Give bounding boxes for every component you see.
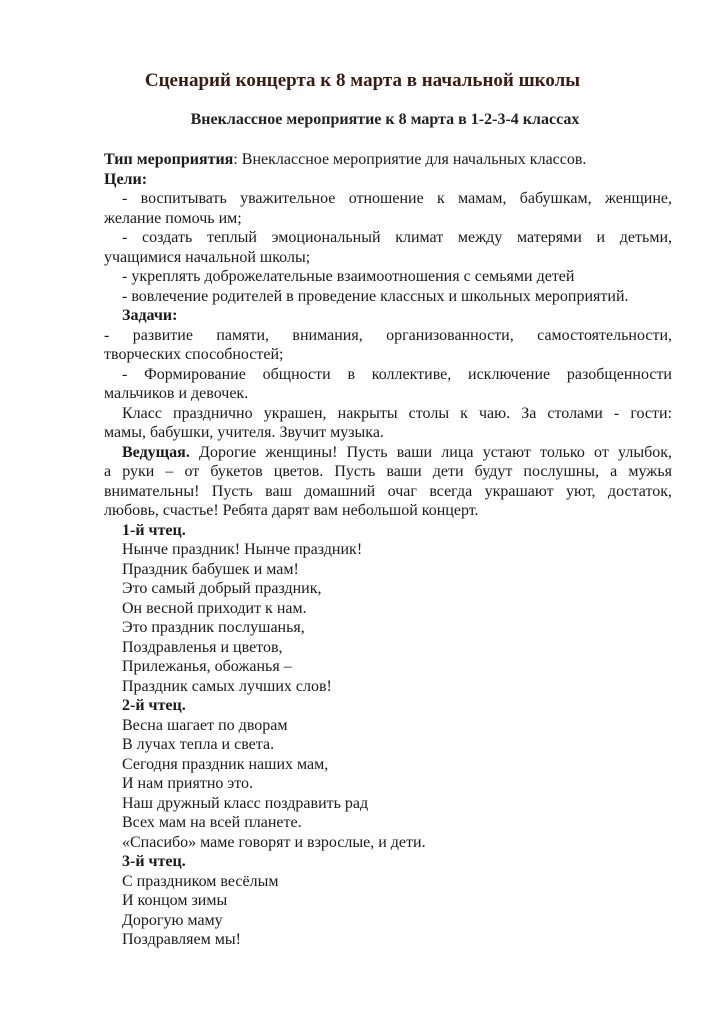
host-label: Ведущая. (122, 443, 190, 461)
poem-line: Весна шагает по дворам (122, 716, 288, 734)
poem-line: Всех мам на всей планете. (122, 814, 302, 831)
host-line-3: внимательны! Пусть ваш домашний очаг всегда украшают уют, достаток, (104, 482, 672, 500)
page-subtitle: Внеклассное мероприятие к 8 марта в 1-2-3-4 классах (190, 111, 580, 128)
goals-heading: Цели: (104, 170, 148, 188)
document-body (104, 150, 672, 950)
poem-line: Это самый добрый праздник, (122, 580, 322, 597)
scene-line-1: Класс празднично украшен, накрыты столы к чаю. За столами - гости: (122, 404, 672, 422)
host-line-2: а руки – от букетов цветов. Пусть ваши дети будут послушны, а мужья (104, 463, 672, 480)
poem-line: С праздником весёлым (122, 872, 279, 890)
goal-item-3: - укреплять доброжелательные взаимоотношения с семьями детей (122, 268, 575, 285)
poem-line: Наш дружный класс поздравить рад (122, 794, 369, 812)
poem-line: «Спасибо» маме говорят и взрослые, и дети. (122, 833, 426, 851)
event-type (104, 150, 672, 170)
task-item-1-line-2: творческих способностей; (104, 346, 284, 363)
host-line-4: любовь, счастье! Ребята дарят вам небольшой концерт. (104, 502, 479, 519)
event-type-text: : Внеклассное мероприятие для начальных классов. (233, 151, 587, 168)
poem-line: Поздравляем мы! (122, 931, 241, 948)
poem-line: И концом зимы (122, 892, 228, 909)
poem-line: И нам приятно это. (122, 775, 254, 792)
poem-line: Нынче праздник! Нынче праздник! (122, 541, 363, 558)
reader-3-heading: 3-й чтец. (122, 853, 186, 870)
poem-line: Это праздник послушанья, (122, 619, 305, 636)
goal-item-4: - вовлечение родителей в проведение классных и школьных мероприятий. (122, 287, 629, 305)
task-item-2-line-2: мальчиков и девочек. (104, 385, 249, 402)
reader-1-heading: 1-й чтец. (122, 521, 186, 539)
host-line-1 (104, 443, 672, 463)
poem-line: В лучах тепла и света. (122, 736, 275, 753)
event-type-label: Тип мероприятия (104, 151, 234, 168)
reader-2-heading: 2-й чтец. (122, 697, 186, 714)
goal-item-1-line-1: - воспитывать уважительное отношение к мамам, бабушкам, женщине, (122, 190, 672, 207)
page-title: Сценарий концерта к 8 марта в начальной школы (144, 70, 581, 91)
task-item-2-line-1: - Формирование общности в коллективе, исключение разобщенности (122, 365, 672, 383)
poem-line: Сегодня праздник наших мам, (122, 755, 329, 773)
poem-line: Прилежанья, обожанья – (122, 658, 292, 675)
poem-line: Праздник бабушек и мам! (122, 560, 299, 578)
tasks-heading: Задачи: (122, 307, 178, 324)
goal-item-2-line-2: учащимися начальной школы; (104, 248, 311, 266)
host-text: Дорогие женщины! Пусть ваши лица устают только от улыбок, (189, 443, 672, 461)
poem-line: Дорогую маму (122, 911, 223, 929)
goal-item-2-line-1: - создать теплый эмоциональный климат между матерями и детьми, (122, 229, 672, 246)
poem-line: Поздравленья и цветов, (122, 638, 283, 656)
scene-line-2: мамы, бабушки, учителя. Звучит музыка. (104, 424, 384, 441)
goal-item-1-line-2: желание помочь им; (104, 209, 242, 227)
task-item-1-line-1: - развитие памяти, внимания, организованности, самостоятельности, (104, 326, 672, 344)
poem-line: Праздник самых лучших слов! (122, 677, 332, 695)
poem-line: Он весной приходит к нам. (122, 599, 307, 617)
